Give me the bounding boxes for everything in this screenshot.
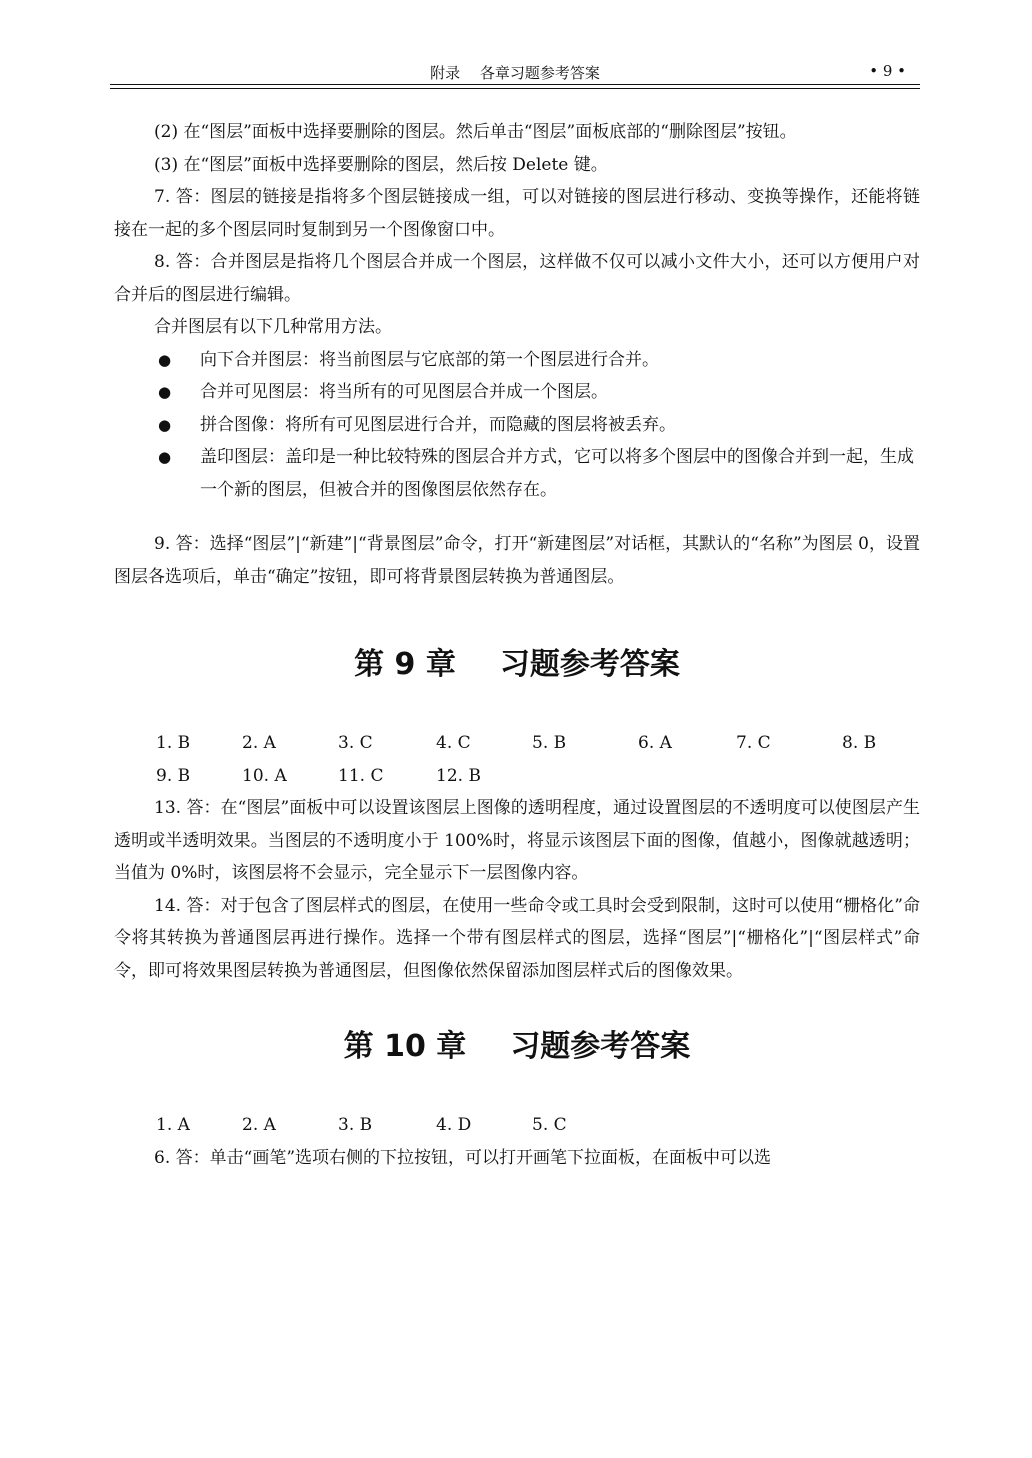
bullet-item: [114, 409, 920, 442]
answer-item: 12. B: [436, 765, 481, 786]
answer-item: 5. C: [532, 1115, 567, 1135]
paragraph: 6. 答：单击“画笔”选项右侧的下拉按钮，可以打开画笔下拉面板，在面板中可以选: [154, 1147, 772, 1168]
answer-item: 4. D: [436, 1115, 472, 1135]
bullet-dot-icon: ●: [158, 350, 172, 369]
paragraph: 13. 答：在“图层”面板中可以设置该图层上图像的透明程度，通过设置图层的不透明度可以使图层产生透明或半透明效果。当图层的不透明度小于 100%时，将显示该图层下面的图像，值越小，图像就越透明；当值为 0%时，该图层将不会显示，完全显示下一层图像内容。: [114, 798, 920, 883]
chapter-title: [114, 1027, 920, 1067]
answer-item: 1. A: [156, 1115, 190, 1135]
answer-row: [114, 727, 920, 760]
page-number: • 9 •: [869, 62, 906, 80]
bullet-text: 盖印图层：盖印是一种比较特殊的图层合并方式，它可以将多个图层中的图像合并到一起，生成一个新的图层，但被合并的图像图层依然存在。: [200, 447, 914, 500]
bullet-dot-icon: ●: [158, 415, 172, 434]
bullet-item: [114, 441, 920, 506]
paragraph: 7. 答：图层的链接是指将多个图层链接成一组，可以对链接的图层进行移动、变换等操作，还能将链接在一起的多个图层同时复制到另一个图像窗口中。: [114, 187, 920, 240]
chapter-heading-text: 习题参考答案: [499, 647, 680, 682]
answer-item: 2. A: [242, 1115, 276, 1135]
answer-row: [114, 1109, 920, 1142]
bullet-text: 拼合图像：将所有可见图层进行合并，而隐藏的图层将被丢弃。: [200, 414, 676, 435]
chapter-title: [114, 645, 920, 685]
answer-item: 1. B: [156, 733, 191, 753]
answer-row: [114, 760, 920, 793]
answer-item: 6. A: [638, 733, 672, 753]
bullet-text: 向下合并图层：将当前图层与它底部的第一个图层进行合并。: [200, 349, 659, 370]
page-body: [114, 116, 920, 1174]
answer-item: 9. B: [156, 765, 191, 786]
answer-item: 2. A: [242, 733, 276, 753]
answer-item: 5. B: [532, 733, 567, 753]
header-rule-double: [110, 88, 920, 89]
paragraph: (2) 在“图层”面板中选择要删除的图层。然后单击“图层”面板底部的“删除图层”按钮。: [154, 122, 797, 142]
chapter-number: 第 10 章: [343, 1029, 467, 1064]
paragraph: 合并图层有以下几种常用方法。: [154, 317, 392, 337]
chapter-number: 第 9 章: [354, 647, 456, 682]
answer-item: 3. C: [338, 733, 373, 753]
paragraph: (3) 在“图层”面板中选择要删除的图层，然后按 Delete 键。: [154, 154, 608, 175]
header-section-title: 附录 各章习题参考答案: [430, 64, 600, 82]
header-rule: [110, 84, 920, 85]
bullet-dot-icon: ●: [158, 448, 172, 466]
paragraph: 8. 答：合并图层是指将几个图层合并成一个图层，这样做不仅可以减小文件大小，还可以方便用户对合并后的图层进行编辑。: [114, 252, 920, 305]
answer-item: 3. B: [338, 1115, 373, 1135]
answer-item: 11. C: [338, 765, 384, 786]
bullet-item: [114, 376, 920, 409]
paragraph: 9. 答：选择“图层”|“新建”|“背景图层”命令，打开“新建图层”对话框，其默认的“名称”为图层 0，设置图层各选项后，单击“确定”按钮，即可将背景图层转换为普通图层。: [114, 534, 920, 587]
chapter-heading-text: 习题参考答案: [510, 1029, 691, 1064]
answer-item: 4. C: [436, 733, 471, 753]
bullet-text: 合并可见图层：将当所有的可见图层合并成一个图层。: [200, 382, 608, 402]
paragraph: 14. 答：对于包含了图层样式的图层，在使用一些命令或工具时会受到限制，这时可以使用“栅格化”命令将其转换为普通图层再进行操作。选择一个带有图层样式的图层，选择“图层”|“栅格化”|“图层样式”命令，即可将效果图层转换为普通图层，但图像依然保留添加图层样式后的图像效果。: [114, 895, 920, 981]
page-header: [110, 60, 920, 86]
answer-item: 7. C: [736, 733, 771, 753]
bullet-item: [114, 344, 920, 377]
answer-item: 8. B: [842, 733, 877, 753]
bullet-dot-icon: ●: [158, 383, 172, 401]
answer-item: 10. A: [242, 765, 287, 786]
